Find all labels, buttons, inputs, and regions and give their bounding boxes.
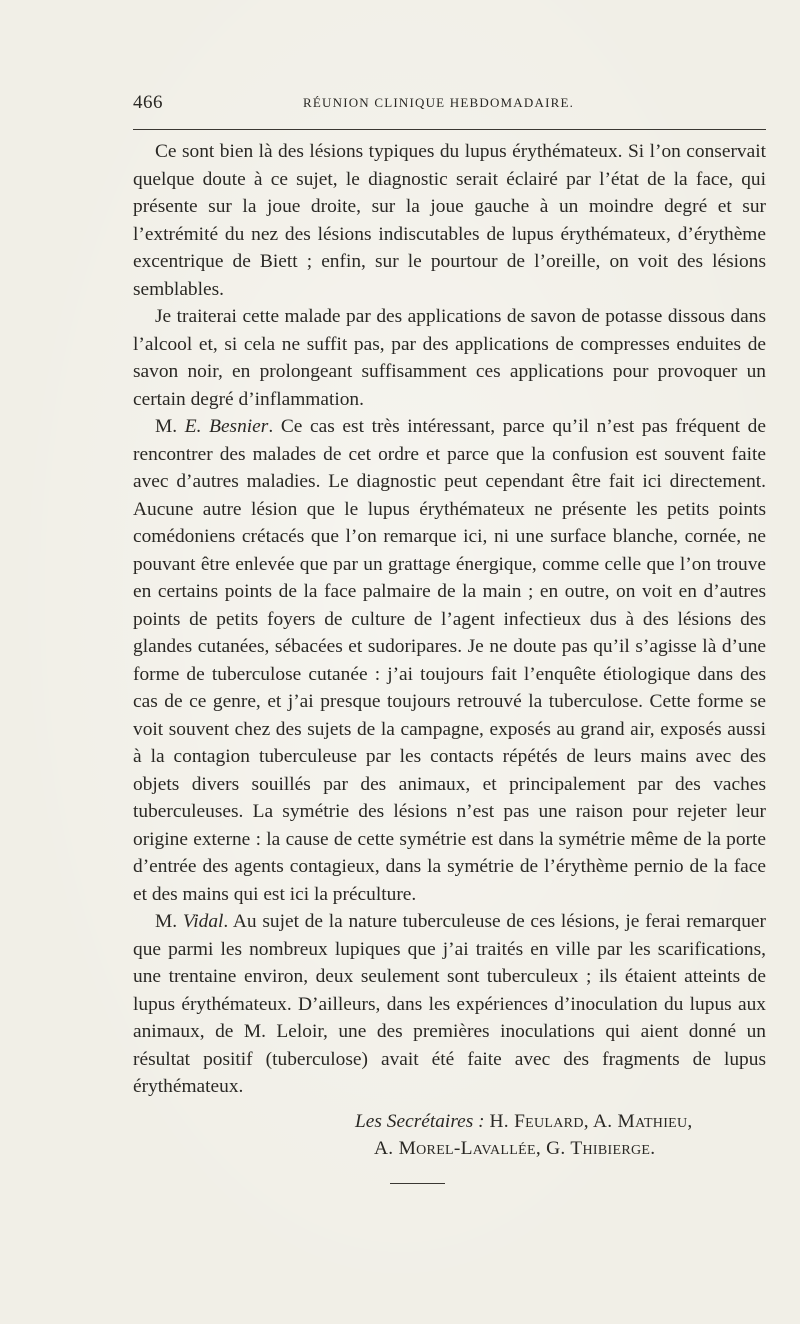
header-rule (133, 129, 766, 130)
speaker-name: E. Besnier (184, 416, 269, 437)
paragraph-2: Je traiterai cette malade par des applications de savon de potasse dissous dans l’alcool et, si cela ne suffit pas, par des applications de compresses enduites de savon noir, en prolongeant suffisamment ces applications pour provoquer un certain degré d’inflammation. (133, 306, 766, 410)
end-rule (390, 1183, 445, 1184)
paragraph-3 (133, 413, 766, 908)
speaker-name: Vidal (182, 911, 224, 932)
running-header (133, 92, 766, 116)
paragraph-1: Ce sont bien là des lésions typiques du lupus érythémateux. Si l’on conservait quelque doute à ce sujet, le diagnostic serait éclairé par l’état de la face, qui présente sur la joue droite, sur la joue gauche à un moindre degré et sur l’extrémité du nez des lésions indiscutables de lupus érythémateux, d’érythème excentrique de Biett ; enfin, sur le pourtour de l’oreille, on voit des lésions semblables. (133, 141, 766, 300)
speaker-prefix: M. (155, 911, 183, 932)
signature-line-1 (355, 1108, 693, 1135)
page-number: 466 (133, 92, 163, 113)
signature-line-2 (374, 1135, 655, 1162)
running-title: RÉUNION CLINIQUE HEBDOMADAIRE. (303, 95, 575, 110)
signature-names-1: H. Feulard, A. Mathieu, (489, 1111, 693, 1132)
signature-label: Les Secrétaires : (355, 1111, 485, 1132)
signature-names-2: A. Morel-Lavallée, G. Thibierge. (374, 1138, 656, 1159)
paragraph-4 (133, 908, 766, 1101)
body-text (133, 138, 766, 1101)
paragraph-text: . Ce cas est très intéressant, parce qu’il n’est pas fréquent de rencontrer des malades de cet ordre et parce que la confusion est souvent faite avec d’autres maladies. Le diagnostic peut cependant être fait ici directement. Aucune autre lésion que le lupus érythémateux ne présente les petits points comédoniens crétacés que l’on remarque ici, ni une surface blanche, cornée, ne pouvant être enlevée que par un grattage énergique, comme celle que l’on trouve en certains points de la face palmaire de la main ; en outre, on voit en d’autres points de petits foyers de culture de l’agent infectieux dus à des lésions des glandes cutanées, sébacées et sudoripares. Je ne doute pas qu’il s’agisse là d’une forme de tuberculose cutanée : j’ai toujours fait l’enquête étiologique dans des cas de ce genre, et j’ai presque toujours retrouvé la tuberculose. Cette forme se voit souvent chez des sujets de la campagne, exposés au grand air, exposés aussi à la contagion tuberculeuse par les contacts répétés de leurs mains avec des objets divers souillés par des animaux, et principalement par des vaches tuberculeuses. La symétrie des lésions n’est pas une raison pour rejeter leur origine externe : la cause de cette symétrie est dans la symétrie même de la porte d’entrée des agents contagieux, dans la symétrie de l’érythème pernio de la face et des mains qui est ici la préculture. (133, 416, 766, 905)
speaker-prefix: M. (155, 416, 185, 437)
paragraph-text: . Au sujet de la nature tuberculeuse de ces lésions, je ferai remarquer que parmi les nombreux lupiques que j’ai traités en ville par les scarifications, une trentaine environ, deux seulement sont tuberculeux ; ils étaient atteints de lupus érythémateux. D’ailleurs, dans les expériences d’inoculation du lupus aux animaux, de M. Leloir, une des premières inoculations qui aient donné un résultat positif (tuberculose) avait été faite avec des fragments de lupus érythémateux. (133, 911, 766, 1097)
